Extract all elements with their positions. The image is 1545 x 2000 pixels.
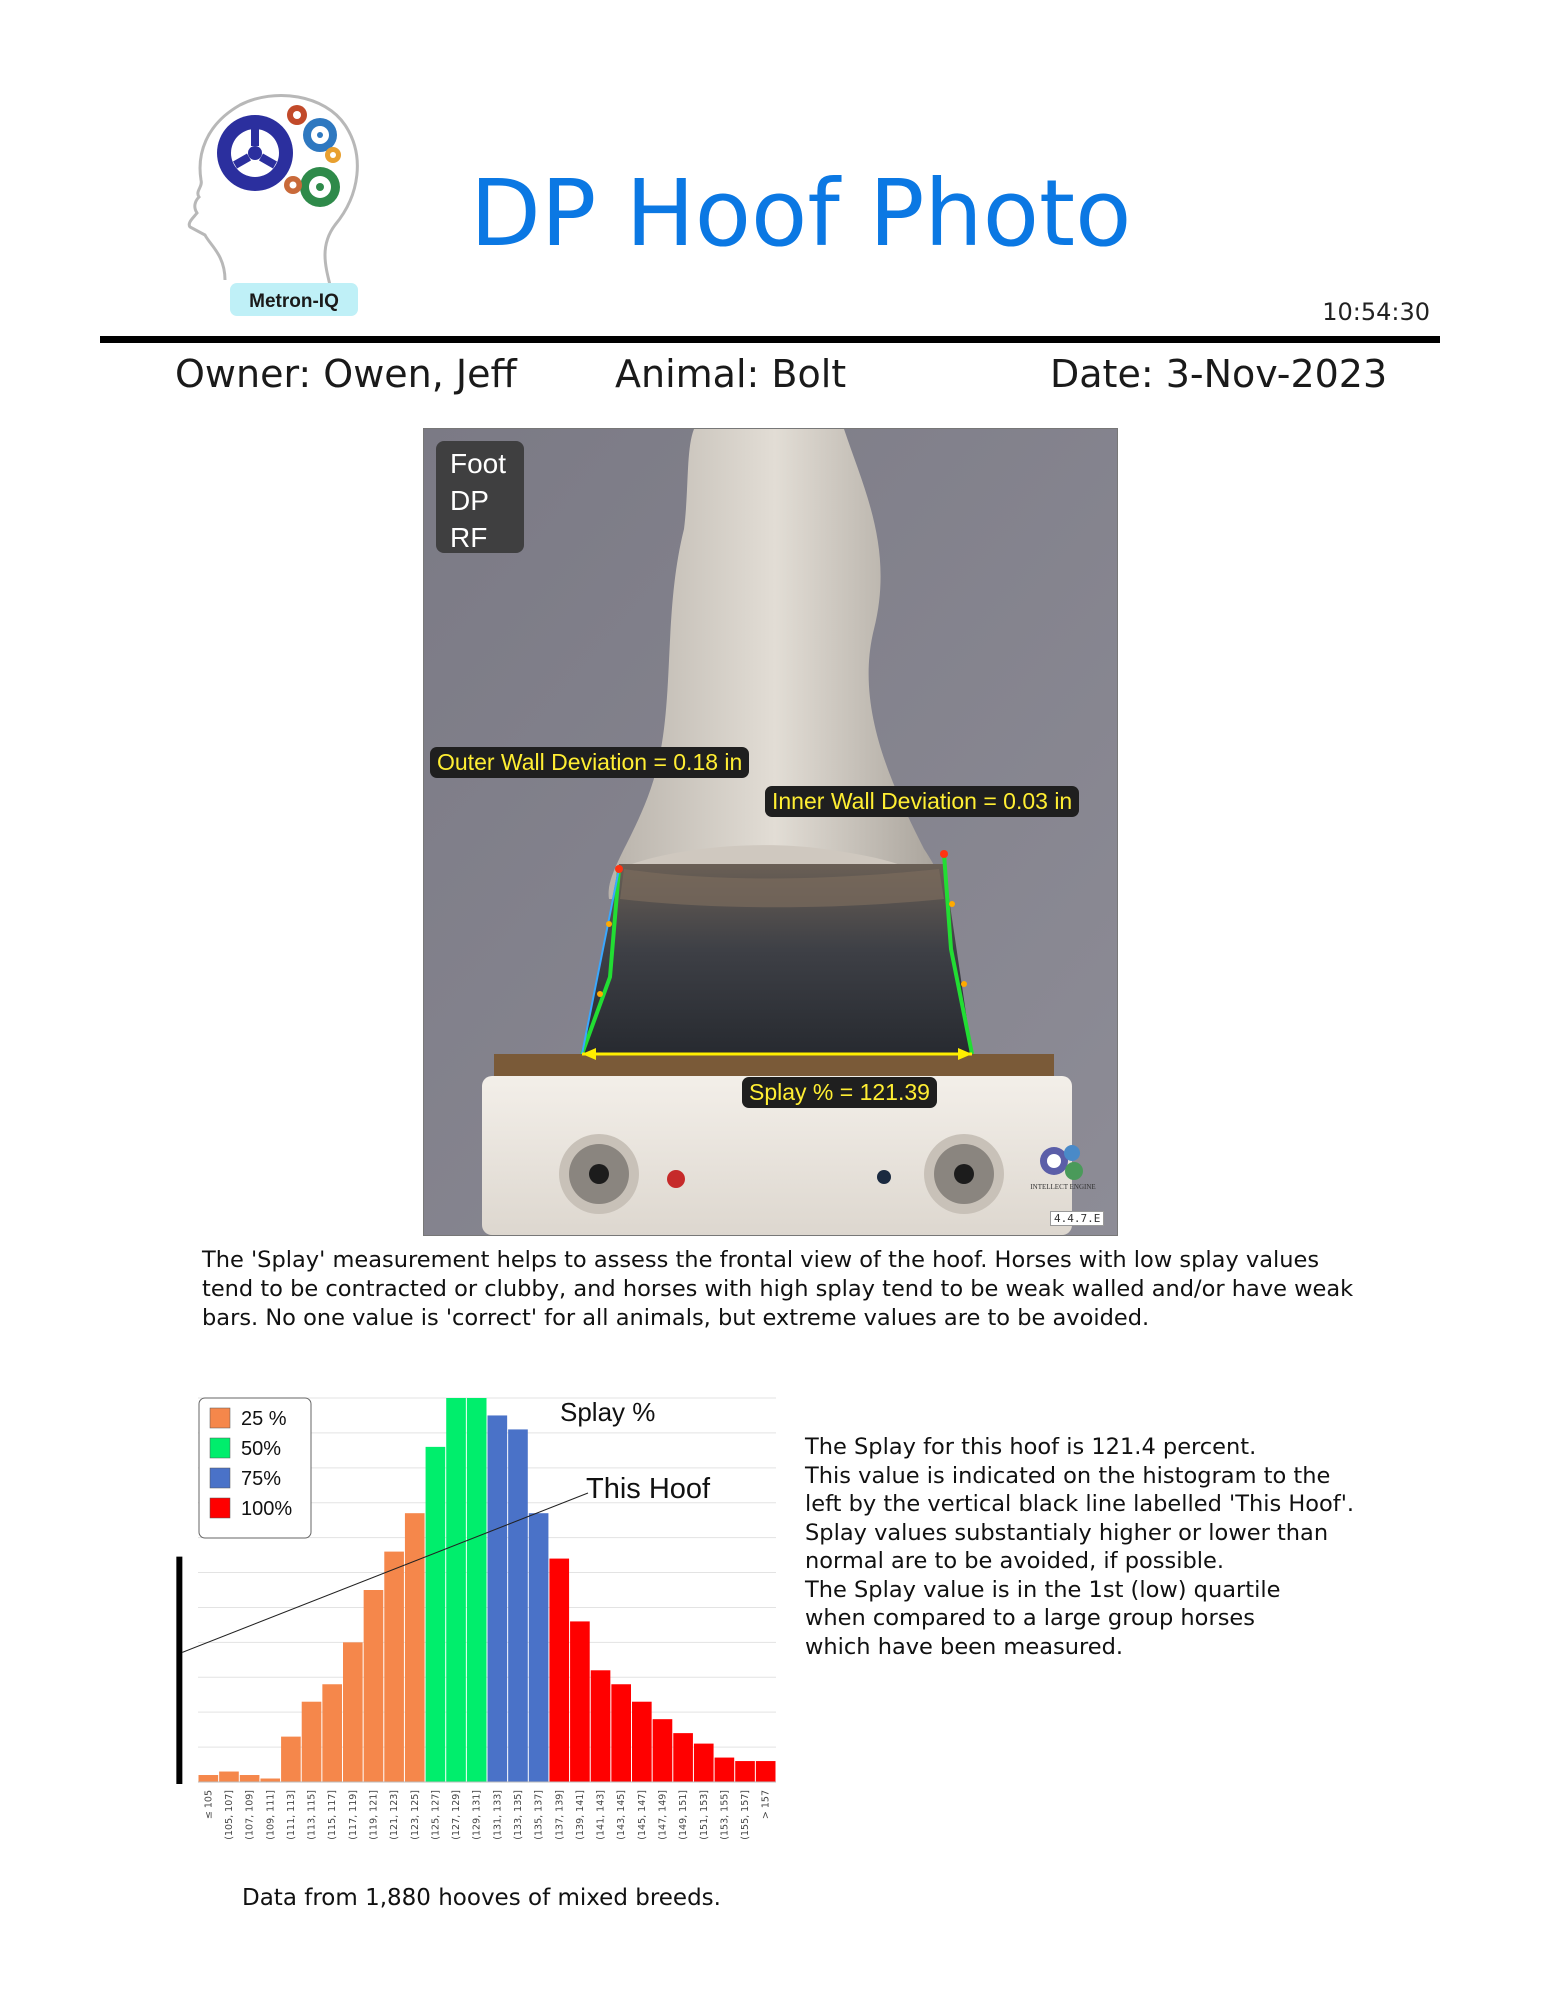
x-tick-label: (155, 157] (740, 1790, 752, 1840)
histogram-bar (322, 1684, 342, 1782)
legend-label: 50% (241, 1438, 282, 1460)
histogram-bar (426, 1447, 446, 1782)
histogram-bar (240, 1775, 260, 1782)
summary-line: The Splay value is in the 1st (low) quartile (805, 1576, 1281, 1603)
x-tick-label: (129, 131] (471, 1790, 483, 1840)
x-tick-label: (119, 121] (368, 1790, 380, 1840)
x-tick-label: (149, 151] (678, 1790, 690, 1840)
x-tick-label: (145, 147] (636, 1790, 648, 1840)
x-tick-label: (107, 109] (244, 1790, 256, 1840)
x-tick-label: (115, 117] (327, 1790, 339, 1840)
x-tick-label: (123, 125] (409, 1790, 421, 1840)
owner-field: Owner: Owen, Jeff (175, 352, 517, 396)
histogram-bar (756, 1761, 776, 1782)
view-foot: Foot (450, 448, 507, 479)
inner-wall-deviation-label: Inner Wall Deviation = 0.03 in (765, 786, 1079, 817)
summary-line: left by the vertical black line labelled 'This Hoof'. (805, 1491, 1355, 1517)
x-tick-label: (121, 123] (389, 1790, 401, 1840)
splay-summary (805, 1433, 1365, 1661)
date-field: Date: 3-Nov-2023 (1050, 352, 1388, 396)
x-tick-label: (137, 139] (554, 1790, 566, 1840)
histogram-bar (281, 1737, 301, 1782)
x-tick-label: (153, 155] (719, 1790, 731, 1840)
outer-wall-deviation-label: Outer Wall Deviation = 0.18 in (430, 747, 749, 778)
x-tick-label: (111, 113] (285, 1790, 297, 1840)
histogram-bar (302, 1702, 322, 1782)
splay-percent-label: Splay % = 121.39 (742, 1077, 937, 1108)
x-tick-label: (113, 115] (306, 1790, 318, 1840)
metron-iq-logo (185, 95, 375, 320)
description-line: bars. No one value is 'correct' for all animals, but extreme values are to be avoided. (202, 1305, 1150, 1331)
x-tick-label: (135, 137] (533, 1790, 545, 1840)
histogram-bar (199, 1775, 219, 1782)
summary-line: Splay values substantialy higher or lower than (805, 1519, 1329, 1546)
engine-version: 4.4.7.E (1050, 1211, 1104, 1226)
x-tick-label: (133, 135] (512, 1790, 524, 1840)
histogram-bar (529, 1513, 549, 1782)
summary-line: which have been measured. (805, 1633, 1123, 1660)
chart-title: Splay % (560, 1397, 656, 1427)
histogram-bar (673, 1733, 693, 1782)
view-label-box (436, 441, 524, 553)
histogram-bar (653, 1719, 673, 1782)
view-rf: RF (450, 522, 488, 553)
x-tick-label: (131, 133] (492, 1790, 504, 1840)
histogram-bar (735, 1761, 755, 1782)
x-tick-label: (151, 153] (698, 1790, 710, 1840)
x-tick-label: (143, 145] (616, 1790, 628, 1840)
report-time: 10:54:30 (1322, 298, 1430, 326)
legend-label: 75% (241, 1468, 282, 1490)
histogram-bar (384, 1552, 404, 1782)
x-tick-label: > 157 (760, 1790, 772, 1820)
legend-swatch (210, 1468, 230, 1488)
histogram-bar (694, 1744, 714, 1782)
x-tick-label: (105, 107] (223, 1790, 235, 1840)
header-divider (100, 336, 1440, 343)
histogram-bar (488, 1415, 508, 1782)
histogram-bar (715, 1758, 735, 1782)
legend-swatch (210, 1498, 230, 1518)
description-line: tend to be contracted or clubby, and horses with high splay tend to be weak walled and/or have weak (202, 1276, 1354, 1302)
legend-label: 25 % (241, 1408, 287, 1430)
histogram-bar (632, 1702, 652, 1782)
histogram-bar (260, 1779, 280, 1782)
histogram-bar (364, 1590, 384, 1782)
histogram-bar (570, 1621, 590, 1782)
x-tick-label: (141, 143] (595, 1790, 607, 1840)
histogram-bar (446, 1398, 466, 1782)
page-title: DP Hoof Photo (470, 160, 1132, 267)
summary-line: when compared to a large group horses (805, 1605, 1255, 1631)
summary-line: This value is indicated on the histogram to the (805, 1462, 1331, 1489)
splay-description (202, 1246, 1352, 1333)
summary-line: The Splay for this hoof is 121.4 percent. (805, 1434, 1257, 1460)
view-dp: DP (450, 485, 489, 516)
histogram-bar (467, 1398, 487, 1782)
engine-text: INTELLECT ENGINE (1030, 1183, 1096, 1191)
x-tick-label: (139, 141] (574, 1790, 586, 1840)
histogram-bar (405, 1513, 425, 1782)
x-tick-label: (109, 111] (265, 1790, 277, 1840)
summary-line: normal are to be avoided, if possible. (805, 1548, 1224, 1574)
hoof-photo (423, 428, 1118, 1236)
x-tick-label: (147, 149] (657, 1790, 669, 1840)
splay-histogram (198, 1390, 780, 1840)
histogram-bar (591, 1670, 611, 1782)
histogram-bar (508, 1429, 528, 1782)
x-tick-label: (127, 129] (451, 1790, 463, 1840)
description-line: The 'Splay' measurement helps to assess the frontal view of the hoof. Horses with low splay values (202, 1247, 1320, 1273)
this-hoof-annotation: This Hoof (586, 1473, 711, 1505)
histogram-bar (219, 1772, 239, 1782)
logo-text: Metron-IQ (249, 291, 339, 312)
intellect-engine-icon (1030, 1139, 1096, 1209)
legend-label: 100% (241, 1498, 293, 1520)
histogram-bar (611, 1684, 631, 1782)
animal-field: Animal: Bolt (615, 352, 847, 396)
data-source-note: Data from 1,880 hooves of mixed breeds. (242, 1885, 721, 1911)
histogram-bar (343, 1642, 363, 1782)
x-tick-label: (125, 127] (430, 1790, 442, 1840)
histogram-bar (549, 1559, 569, 1782)
legend-swatch (210, 1438, 230, 1458)
x-tick-label: (117, 119] (347, 1790, 359, 1840)
legend-swatch (210, 1408, 230, 1428)
x-tick-label: ≤ 105 (203, 1790, 215, 1820)
